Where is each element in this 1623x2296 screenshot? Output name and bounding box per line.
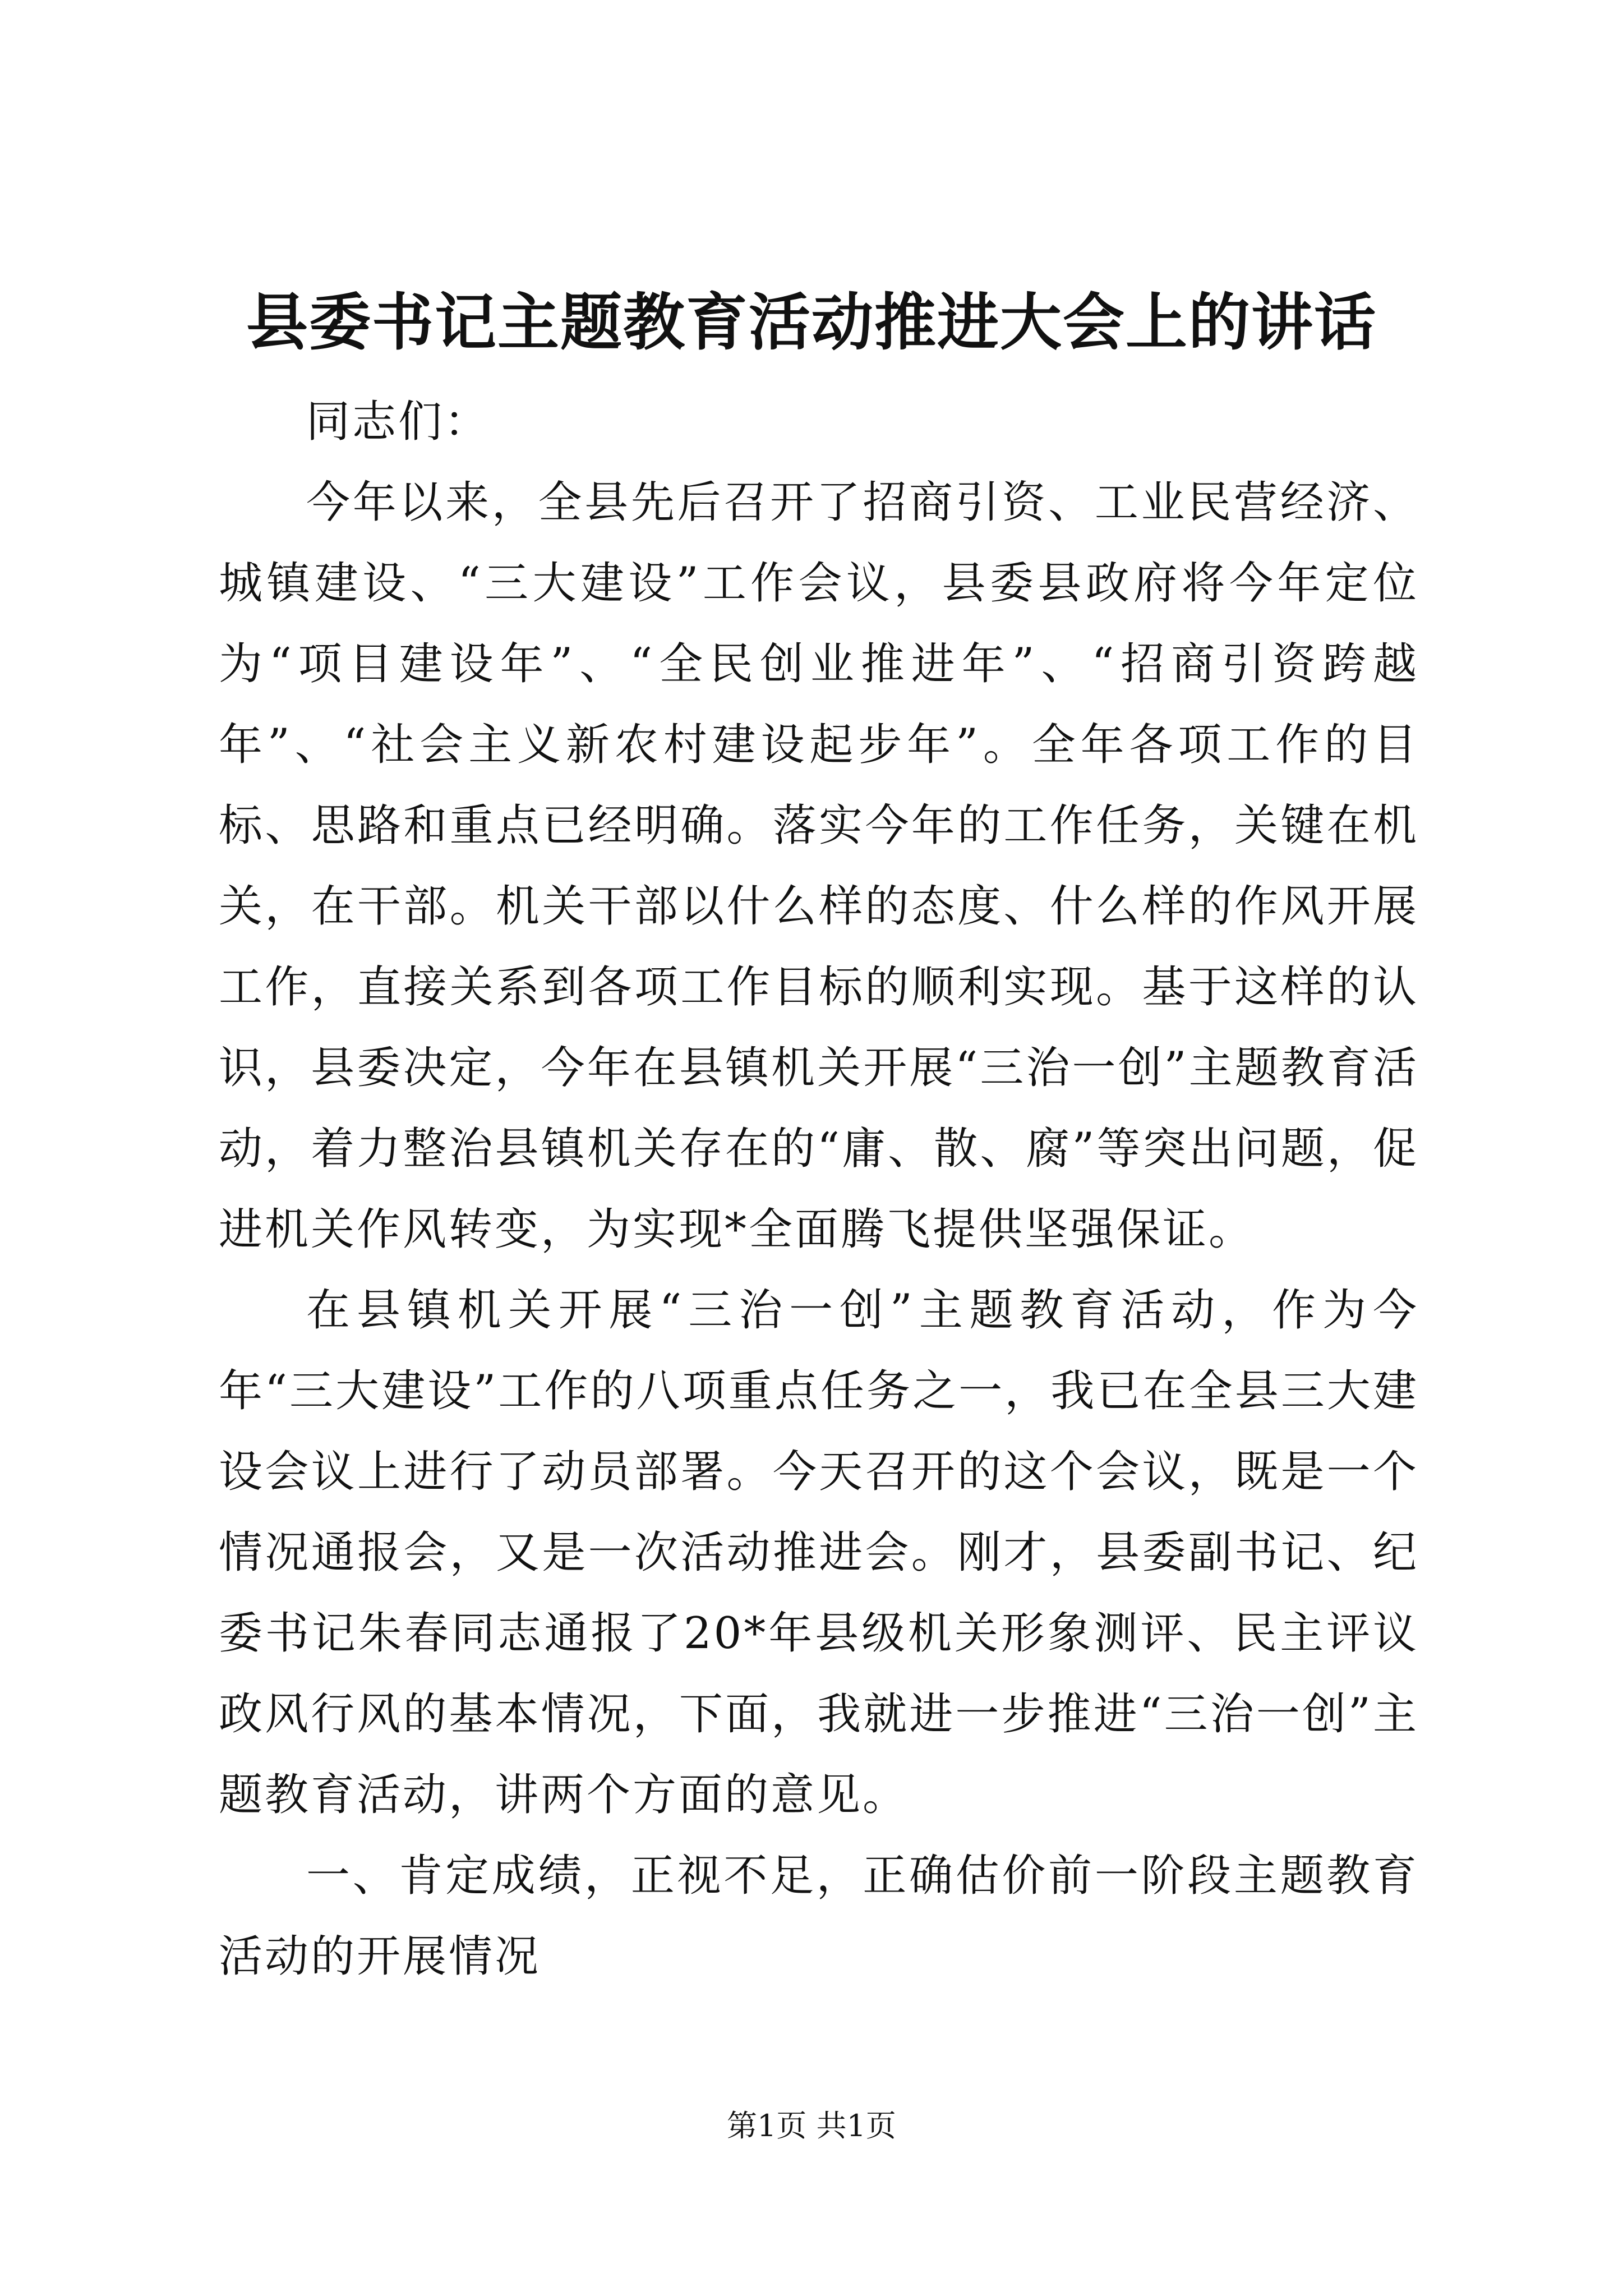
body-paragraph-1: 今年以来，全县先后召开了招商引资、工业民营经济、城镇建设、“三大建设”工作会议，县委县政府将今年定位为“项目建设年”、“全民创业推进年”、“招商引资跨越年”、“社会主义新农村建设起步年”。全年各项工作的目标、思路和重点已经明确。落实今年的工作任务，关键在机关，在干部。机关干部以什么样的态度、什么样的作风开展工作，直接关系到各项工作目标的顺利实现。基于这样的认识，县委决定，今年在县镇机关开展“三治一创”主题教育活动，着力整治县镇机关存在的“庸、散、腐”等突出问题，促进机关作风转变，为实现*全面腾飞提供坚强保证。 bbox=[219, 477, 1419, 1255]
body-paragraph-2: 在县镇机关开展“三治一创”主题教育活动，作为今年“三大建设”工作的八项重点任务之一，我已在全县三大建设会议上进行了动员部署。今天召开的这个会议，既是一个情况通报会，又是一次活动推进会。刚才，县委副书记、纪委书记朱春同志通报了20*年县级机关形象测评、民主评议政风行风的基本情况，下面，我就进一步推进“三治一创”主题教育活动，讲两个方面的意见。 bbox=[219, 1285, 1419, 1820]
salutation-paragraph: 同志们： bbox=[306, 397, 491, 447]
page-number-footer: 第1页 共1页 bbox=[727, 2108, 896, 2143]
document-title: 县委书记主题教育活动推进大会上的讲话 bbox=[246, 286, 1377, 358]
section-heading-1: 一、肯定成绩，正视不足，正确估价前一阶段主题教育活动的开展情况 bbox=[219, 1851, 1419, 1982]
document-body bbox=[219, 381, 1419, 1997]
